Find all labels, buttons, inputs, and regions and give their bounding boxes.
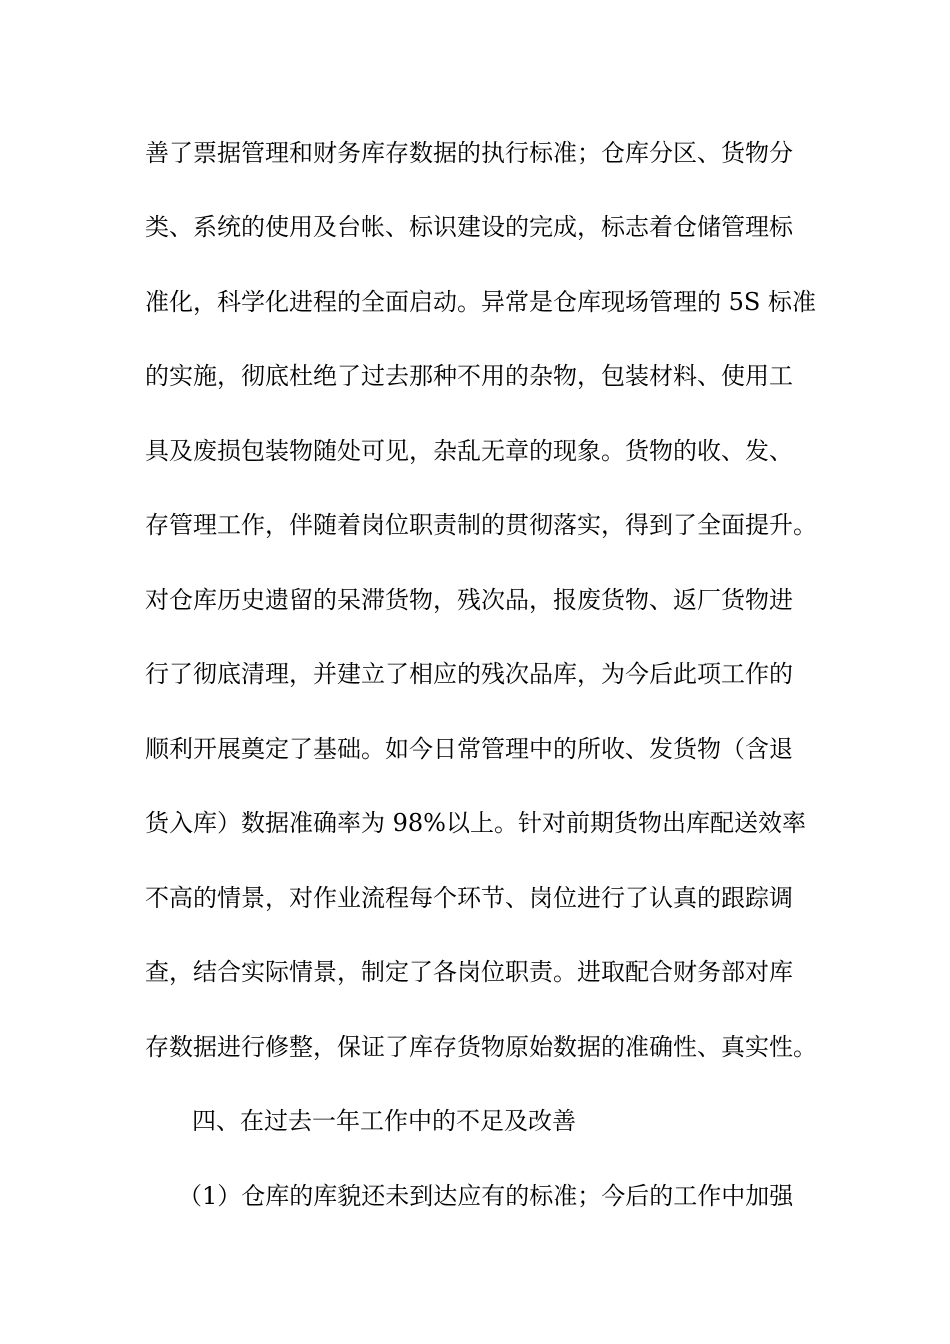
body-line-1: 善了票据管理和财务库存数据的执行标准；仓库分区、货物分	[145, 139, 793, 167]
body-line-12: 查，结合实际情景，制定了各岗位职责。进取配合财务部对库	[145, 958, 793, 986]
body-line-10: 货入库）数据准确率为 98%以上。针对前期货物出库配送效率	[145, 809, 806, 837]
body-line-8: 行了彻底清理，并建立了相应的残次品库，为今后此项工作的	[145, 660, 793, 688]
section-heading: 四、在过去一年工作中的不足及改善	[192, 1107, 576, 1135]
body-line-3: 准化，科学化进程的全面启动。异常是仓库现场管理的 5S 标准	[145, 288, 816, 316]
body-line-13: 存数据进行修整，保证了库存货物原始数据的准确性、真实性。	[145, 1033, 817, 1061]
body-line-11: 不高的情景，对作业流程每个环节、岗位进行了认真的跟踪调	[145, 884, 793, 912]
body-line-5: 具及废损包装物随处可见，杂乱无章的现象。货物的收、发、	[145, 437, 793, 465]
list-item-1: （1）仓库的库貌还未到达应有的标准；今后的工作中加强	[178, 1182, 794, 1210]
body-line-4: 的实施，彻底杜绝了过去那种不用的杂物，包装材料、使用工	[145, 362, 793, 390]
body-line-2: 类、系统的使用及台帐、标识建设的完成，标志着仓储管理标	[145, 213, 793, 241]
body-line-7: 对仓库历史遗留的呆滞货物，残次品，报废货物、返厂货物进	[145, 586, 793, 614]
body-line-6: 存管理工作，伴随着岗位职责制的贯彻落实，得到了全面提升。	[145, 511, 817, 539]
body-line-9: 顺利开展奠定了基础。如今日常管理中的所收、发货物（含退	[145, 735, 793, 763]
